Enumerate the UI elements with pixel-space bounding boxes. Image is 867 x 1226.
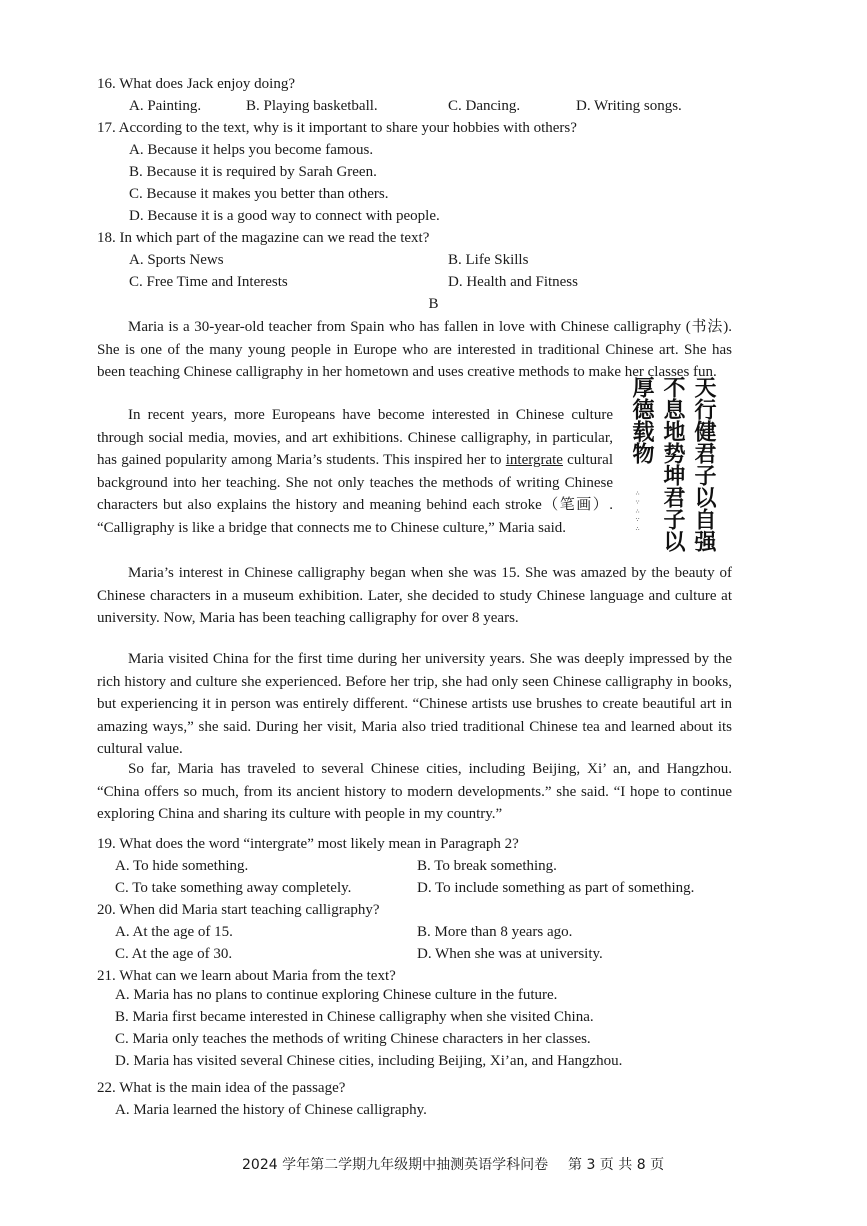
q17-option-d: D. Because it is a good way to connect with people. [129,208,440,224]
passage-paragraph-5: So far, Maria has traveled to several Chinese cities, including Beijing, Xi’ an, and Hangzhou. “China offers so much, from its ancient history to modern developments.” she said. “I hope to continue exploring China and sharing its culture with people in my country.” [97,761,732,822]
passage-paragraph-1: Maria is a 30-year-old teacher from Spain who has fallen in love with Chinese calligraphy (书法). She is one of the many young people in Europe who are interested in traditional Chinese art. She has been teaching Chinese calligraphy in her hometown and uses creative methods to make her classes fun. [97,319,732,380]
calligraphy-seal-inscription: ∴ ∵ ∴ ∵ ∴ [634,490,641,533]
q20-option-b: B. More than 8 years ago. [417,924,573,940]
q17-option-c: C. Because it makes you better than others. [129,186,389,202]
question-17-stem: 17. According to the text, why is it important to share your hobbies with others? [97,120,577,136]
passage-paragraph-2: In recent years, more Europeans have become interested in Chinese culture through social media, movies, and art exhibitions. Chinese calligraphy, in particular, has gained popularity among Maria’s students. This inspired her to intergrate cultural background into her teaching. She not only teaches the methods of writing Chinese characters but also explains the history and meaning behind each stroke（笔画）. “Calligraphy is like a bridge that connects me to Chinese culture,” Maria said. [97,407,613,536]
q20-option-d: D. When she was at university. [417,946,603,962]
q17-option-a: A. Because it helps you become famous. [129,142,374,158]
q21-option-c: C. Maria only teaches the methods of writing Chinese characters in her classes. [115,1031,591,1047]
question-19-stem: 19. What does the word “intergrate” most likely mean in Paragraph 2? [97,836,519,852]
question-21-stem: 21. What can we learn about Maria from the text? [97,968,396,984]
q16-option-d: D. Writing songs. [576,98,682,114]
question-22-stem: 22. What is the main idea of the passage? [97,1080,346,1096]
q18-option-a: A. Sports News [129,252,224,268]
calligraphy-column-2: 不息地势坤君子以 [660,376,686,552]
q18-option-d: D. Health and Fitness [448,274,578,290]
q21-option-d: D. Maria has visited several Chinese cities, including Beijing, Xi’an, and Hangzhou. [115,1053,623,1069]
q22-option-a: A. Maria learned the history of Chinese calligraphy. [115,1102,427,1118]
question-20-stem: 20. When did Maria start teaching calligraphy? [97,902,380,918]
section-b-heading: B [428,296,439,312]
question-18-stem: 18. In which part of the magazine can we read the text? [97,230,430,246]
q20-option-c: C. At the age of 30. [115,946,233,962]
passage-paragraph-3: Maria’s interest in Chinese calligraphy began when she was 15. She was amazed by the beauty of Chinese characters in a museum exhibition. Later, she decided to study Chinese language and culture at university. Now, Maria has been teaching calligraphy for over 8 years. [97,565,732,626]
q18-option-b: B. Life Skills [448,252,529,268]
q16-option-c: C. Dancing. [448,98,521,114]
calligraphy-column-3: 厚德载物 [629,376,655,464]
underlined-word: intergrate [505,452,563,468]
q19-option-c: C. To take something away completely. [115,880,352,896]
q21-option-a: A. Maria has no plans to continue exploring Chinese culture in the future. [115,987,558,1003]
q16-option-a: A. Painting. [129,98,202,114]
q19-option-a: A. To hide something. [115,858,249,874]
calligraphy-artwork [628,376,718,576]
calligraphy-column-1: 天行健君子以自强 [691,376,717,552]
footer-page-number: 第 3 页 共 8 页 [568,1157,665,1173]
q19-option-b: B. To break something. [417,858,557,874]
footer-exam-title: 2024 学年第二学期九年级期中抽测英语学科问卷 [242,1157,549,1173]
q21-option-b: B. Maria first became interested in Chinese calligraphy when she visited China. [115,1009,594,1025]
q18-option-c: C. Free Time and Interests [129,274,288,290]
q16-option-b: B. Playing basketball. [246,98,378,114]
q19-option-d: D. To include something as part of something. [417,880,695,896]
q17-option-b: B. Because it is required by Sarah Green. [129,164,377,180]
question-16-stem: 16. What does Jack enjoy doing? [97,76,296,92]
passage-paragraph-4: Maria visited China for the first time during her university years. She was deeply impressed by the rich history and culture she experienced. Before her trip, she had only seen Chinese calligraphy in books, but experiencing it in person was entirely different. “Chinese artists use brushes to create beautiful art in amazing ways,” she said. During her visit, Maria also tried traditional Chinese tea and learned about its cultural value. [97,651,732,757]
q20-option-a: A. At the age of 15. [115,924,233,940]
